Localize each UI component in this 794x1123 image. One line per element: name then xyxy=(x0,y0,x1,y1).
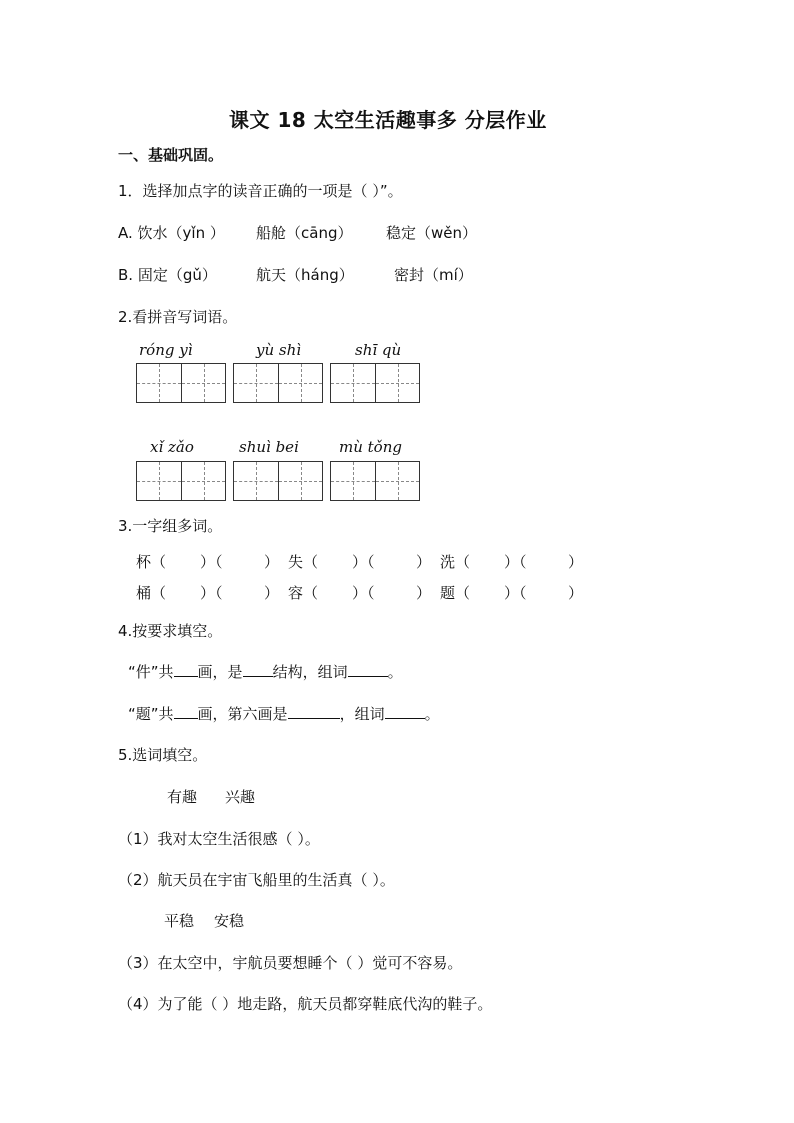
writing-grid[interactable] xyxy=(233,461,323,501)
pinyin-3: shī qù xyxy=(355,341,402,359)
answer-blank[interactable] xyxy=(288,704,340,719)
q4-text: 画，第六画是 xyxy=(197,705,288,723)
word-choice: 有趣 xyxy=(167,788,198,806)
q1-option-b3: 密封（mí） xyxy=(394,266,473,284)
q3-item: ）（ xyxy=(504,584,527,602)
q3-item: 失（ xyxy=(288,553,319,571)
writing-grid[interactable] xyxy=(136,461,226,501)
q1-option-b1: B. 固定（gǔ） xyxy=(118,266,217,284)
word-choice: 兴趣 xyxy=(225,788,256,806)
q3-item: ） xyxy=(416,584,432,602)
q4-text: 结构，组词 xyxy=(272,663,348,681)
q4-line-1 xyxy=(128,661,403,682)
q5-sentence-3: （3）在太空中，宇航员要想睡个（ ）觉可不容易。 xyxy=(118,954,463,972)
writing-grid[interactable] xyxy=(136,363,226,403)
q3-item: ） xyxy=(264,584,280,602)
page-title: 课文 18 太空生活趣事多 分层作业 xyxy=(229,108,547,132)
q3-item: ） xyxy=(568,584,584,602)
q3-item: ）（ xyxy=(200,553,223,571)
q4-text: “题”共 xyxy=(128,705,174,723)
section-heading: 一、基础巩固。 xyxy=(118,146,224,164)
q3-item: 容（ xyxy=(288,584,319,602)
pinyin-2: yù shì xyxy=(256,341,302,359)
q3-item: 洗（ xyxy=(440,553,471,571)
q3-item: ）（ xyxy=(352,584,375,602)
answer-blank[interactable] xyxy=(174,662,198,677)
q5-sentence-1: （1）我对太空生活很感（ ）。 xyxy=(118,830,320,848)
q4-text: 。 xyxy=(387,663,403,681)
q4-text: “件”共 xyxy=(128,663,174,681)
q3-item: ） xyxy=(568,553,584,571)
q3-item: 桶（ xyxy=(136,584,167,602)
answer-blank[interactable] xyxy=(348,662,388,677)
pinyin-6: mù tǒng xyxy=(339,438,402,456)
word-choice: 安稳 xyxy=(214,912,245,930)
pinyin-4: xǐ zǎo xyxy=(150,438,194,456)
q1-option-a3: 稳定（wěn） xyxy=(386,224,478,242)
writing-grid[interactable] xyxy=(330,363,420,403)
writing-grid[interactable] xyxy=(330,461,420,501)
q4-text: 。 xyxy=(424,705,440,723)
q2-stem: 2.看拼音写词语。 xyxy=(118,308,238,326)
q3-stem: 3.一字组多词。 xyxy=(118,517,223,535)
q1-option-a1: A. 饮水（yǐn ） xyxy=(118,224,225,242)
q4-text: 画，是 xyxy=(197,663,243,681)
pinyin-1: róng yì xyxy=(139,341,193,359)
q3-item: ） xyxy=(264,553,280,571)
q5-sentence-2: （2）航天员在宇宙飞船里的生活真（ ）。 xyxy=(118,871,395,889)
q4-text: ，组词 xyxy=(339,705,385,723)
q4-stem: 4.按要求填空。 xyxy=(118,622,223,640)
q3-item: 题（ xyxy=(440,584,471,602)
answer-blank[interactable] xyxy=(243,662,273,677)
q1-stem: 1．选择加点字的读音正确的一项是（ ）”。 xyxy=(118,182,403,200)
answer-blank[interactable] xyxy=(174,704,198,719)
q3-item: ） xyxy=(416,553,432,571)
q3-item: ）（ xyxy=(200,584,223,602)
q3-item: 杯（ xyxy=(136,553,167,571)
q5-stem: 5.选词填空。 xyxy=(118,746,208,764)
writing-grid[interactable] xyxy=(233,363,323,403)
q4-line-2 xyxy=(128,703,440,724)
q1-option-a2: 船舱（cāng） xyxy=(256,224,353,242)
q1-option-b2: 航天（háng） xyxy=(256,266,354,284)
word-choice: 平稳 xyxy=(164,912,195,930)
answer-blank[interactable] xyxy=(385,704,425,719)
q3-item: ）（ xyxy=(504,553,527,571)
pinyin-5: shuì bei xyxy=(239,438,299,456)
q5-sentence-4: （4）为了能（ ）地走路，航天员都穿鞋底代沟的鞋子。 xyxy=(118,995,493,1013)
q3-item: ）（ xyxy=(352,553,375,571)
